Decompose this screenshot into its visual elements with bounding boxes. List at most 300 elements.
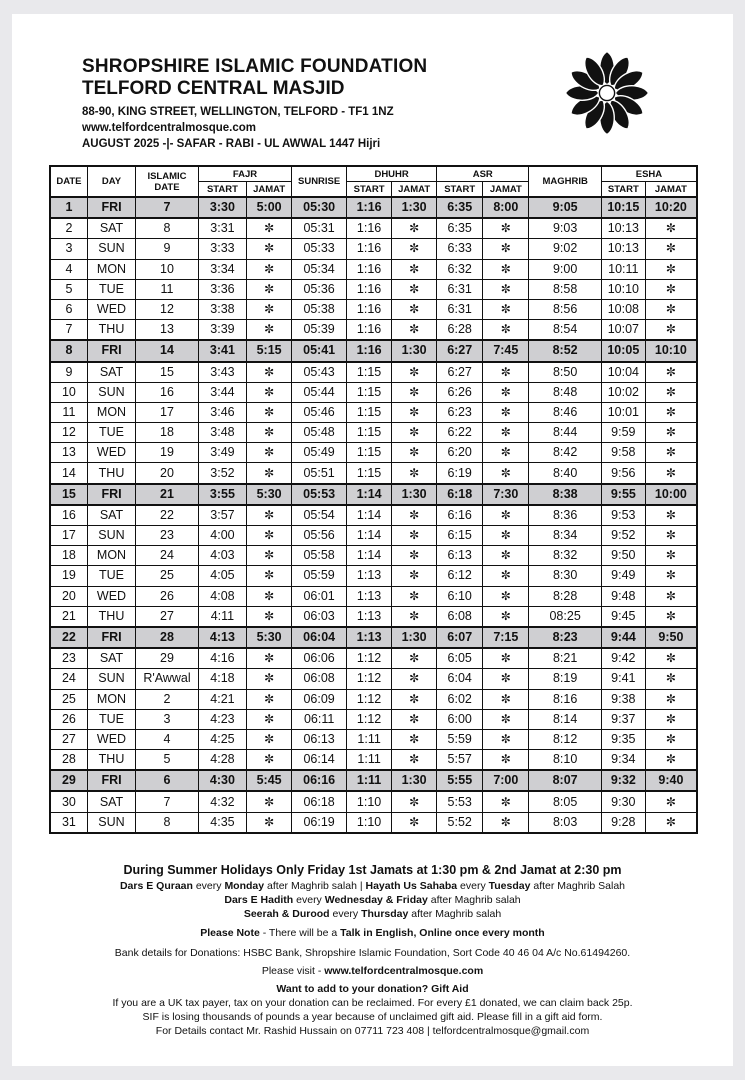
table-cell: 17 [136,402,199,422]
table-cell: 06:04 [292,627,347,648]
table-cell: 9:48 [601,586,645,606]
table-cell: 1:11 [347,750,392,771]
table-cell: 9:32 [601,770,645,791]
jamat-symbol-icon: ✼ [392,218,437,239]
table-cell: 29 [50,770,87,791]
table-cell: 05:51 [292,463,347,484]
table-cell: 05:48 [292,423,347,443]
table-cell: SUN [87,239,135,259]
jamat-symbol-icon: ✼ [247,443,292,463]
table-cell: 8:21 [529,648,601,669]
table-cell: 8:56 [529,299,601,319]
table-cell: 06:09 [292,689,347,709]
table-cell: 06:08 [292,669,347,689]
table-cell: 19 [136,443,199,463]
table-cell: 13 [136,320,199,341]
tuesday: Tuesday [488,880,531,892]
table-cell: 10:13 [601,218,645,239]
jamat-symbol-icon: ✼ [645,648,697,669]
table-cell: 9:59 [601,423,645,443]
table-cell: 18 [50,546,87,566]
prayer-timetable [49,165,698,834]
table-cell: 9:03 [529,218,601,239]
jamat-symbol-icon: ✼ [392,812,437,833]
table-cell: TUE [87,709,135,729]
table-cell: 10:04 [601,362,645,383]
table-cell: 9:42 [601,648,645,669]
table-cell: 1:13 [347,566,392,586]
talk-english: Talk in English, Online once every month [340,927,545,939]
table-cell: 3:48 [198,423,246,443]
table-cell: THU [87,750,135,771]
header [82,56,502,152]
table-cell: MON [87,402,135,422]
jamat-symbol-icon: ✼ [247,259,292,279]
jamat-symbol-icon: ✼ [483,750,529,771]
jamat-symbol-icon: ✼ [483,279,529,299]
table-row [50,566,697,586]
jamat-symbol-icon: ✼ [645,526,697,546]
table-cell: 4 [136,729,199,749]
table-cell: TUE [87,423,135,443]
table-cell: 3 [50,239,87,259]
table-row [50,729,697,749]
jamat-symbol-icon: ✼ [483,218,529,239]
table-cell: 24 [50,669,87,689]
jamat-symbol-icon: ✼ [392,505,437,526]
table-cell: SUN [87,526,135,546]
table-cell: 05:38 [292,299,347,319]
table-cell: 6:05 [437,648,483,669]
table-cell: 5:15 [247,340,292,361]
table-cell: 10 [50,382,87,402]
table-cell: 11 [136,279,199,299]
header-maghrib: MAGHRIB [529,166,601,197]
table-cell: 6:33 [437,239,483,259]
table-cell: 9:49 [601,566,645,586]
table-cell: 1:10 [347,791,392,812]
table-cell: 6:32 [437,259,483,279]
org-name: SHROPSHIRE ISLAMIC FOUNDATION [82,56,428,77]
jamat-symbol-icon: ✼ [483,586,529,606]
table-cell: 9 [50,362,87,383]
table-cell: 3:30 [198,197,246,218]
table-cell: 1:15 [347,423,392,443]
header-day: DAY [87,166,135,197]
table-cell: 5:55 [437,770,483,791]
header-asr-start: START [437,182,483,198]
table-cell: 1:13 [347,586,392,606]
table-cell: 1:14 [347,484,392,505]
table-cell: 1:15 [347,382,392,402]
talk-note [12,926,733,940]
table-cell: 8:12 [529,729,601,749]
table-cell: SUN [87,669,135,689]
jamat-symbol-icon: ✼ [392,259,437,279]
table-cell: 8:48 [529,382,601,402]
text: after Maghrib salah | [264,880,366,892]
jamat-symbol-icon: ✼ [483,729,529,749]
jamat-symbol-icon: ✼ [247,402,292,422]
jamat-symbol-icon: ✼ [483,791,529,812]
table-cell: SAT [87,791,135,812]
table-row [50,505,697,526]
table-cell: 10:10 [645,340,697,361]
table-cell: 4:18 [198,669,246,689]
jamat-symbol-icon: ✼ [483,812,529,833]
table-cell: 4:16 [198,648,246,669]
table-cell: 8:19 [529,669,601,689]
table-cell: 9:37 [601,709,645,729]
table-cell: THU [87,320,135,341]
jamat-symbol-icon: ✼ [247,526,292,546]
table-cell: THU [87,463,135,484]
table-cell: 6:26 [437,382,483,402]
table-cell: 05:53 [292,484,347,505]
jamat-symbol-icon: ✼ [645,750,697,771]
table-cell: 05:54 [292,505,347,526]
table-cell: 4:35 [198,812,246,833]
table-cell: 8:52 [529,340,601,361]
table-cell: 6:35 [437,197,483,218]
jamat-symbol-icon: ✼ [645,546,697,566]
dars-hadith: Dars E Hadith [224,894,294,906]
address: 88-90, KING STREET, WELLINGTON, TELFORD - TF1 1NZ [82,106,394,118]
table-cell: 19 [50,566,87,586]
table-cell: 1:16 [347,239,392,259]
table-cell: 6:12 [437,566,483,586]
table-cell: 22 [136,505,199,526]
table-cell: 4 [50,259,87,279]
table-cell: 6:02 [437,689,483,709]
table-cell: 9:53 [601,505,645,526]
jamat-symbol-icon: ✼ [247,648,292,669]
text: every [293,894,325,906]
table-cell: 2 [50,218,87,239]
table-cell: WED [87,729,135,749]
jamat-symbol-icon: ✼ [483,709,529,729]
table-cell: 05:58 [292,546,347,566]
table-cell: 7:30 [483,484,529,505]
table-cell: WED [87,586,135,606]
table-row [50,402,697,422]
jamat-symbol-icon: ✼ [645,586,697,606]
table-cell: 05:31 [292,218,347,239]
jamat-symbol-icon: ✼ [645,566,697,586]
text: Please visit - [261,965,325,977]
table-cell: 8:36 [529,505,601,526]
table-cell: 1:15 [347,463,392,484]
table-cell: 6:15 [437,526,483,546]
jamat-symbol-icon: ✼ [645,729,697,749]
table-cell: 05:44 [292,382,347,402]
table-row [50,320,697,341]
table-cell: 1:16 [347,218,392,239]
table-cell: 3:38 [198,299,246,319]
table-row [50,382,697,402]
table-cell: 5 [136,750,199,771]
table-cell: 9 [136,239,199,259]
jamat-symbol-icon: ✼ [645,279,697,299]
table-cell: 3:36 [198,279,246,299]
table-cell: 8:32 [529,546,601,566]
table-row [50,750,697,771]
table-cell: 9:52 [601,526,645,546]
text: after Maghrib Salah [530,880,626,892]
jamat-symbol-icon: ✼ [247,423,292,443]
header-fajr: FAJR [198,166,291,182]
jamat-symbol-icon: ✼ [392,648,437,669]
jamat-symbol-icon: ✼ [483,526,529,546]
table-cell: 1:16 [347,320,392,341]
table-cell: 8:07 [529,770,601,791]
jamat-symbol-icon: ✼ [645,689,697,709]
table-cell: 8:16 [529,689,601,709]
jamat-symbol-icon: ✼ [247,689,292,709]
table-cell: 8:50 [529,362,601,383]
table-cell: 6:10 [437,586,483,606]
table-cell: 24 [136,546,199,566]
header-esha-jamat: JAMAT [645,182,697,198]
header-islamic-date: ISLAMIC DATE [136,166,199,197]
jamat-symbol-icon: ✼ [392,299,437,319]
jamat-symbol-icon: ✼ [483,299,529,319]
monday: Monday [224,880,265,892]
table-cell: 10:13 [601,239,645,259]
table-cell: 1:16 [347,197,392,218]
jamat-symbol-icon: ✼ [247,505,292,526]
jamat-symbol-icon: ✼ [247,812,292,833]
table-cell: 11 [50,402,87,422]
table-cell: 10:10 [601,279,645,299]
jamat-symbol-icon: ✼ [392,382,437,402]
table-cell: 05:43 [292,362,347,383]
jamat-symbol-icon: ✼ [392,606,437,627]
hayath-us-sahaba: Hayath Us Sahaba [365,880,458,892]
table-cell: 21 [136,484,199,505]
table-cell: 18 [136,423,199,443]
table-cell: 27 [50,729,87,749]
table-cell: 7:45 [483,340,529,361]
jamat-symbol-icon: ✼ [483,546,529,566]
jamat-symbol-icon: ✼ [392,689,437,709]
jamat-symbol-icon: ✼ [392,566,437,586]
table-cell: 9:28 [601,812,645,833]
table-cell: TUE [87,566,135,586]
table-cell: 08:25 [529,606,601,627]
table-cell: 4:32 [198,791,246,812]
jamat-symbol-icon: ✼ [645,362,697,383]
jamat-symbol-icon: ✼ [645,606,697,627]
thursday: Thursday [361,908,409,920]
table-cell: 7 [50,320,87,341]
jamat-symbol-icon: ✼ [247,463,292,484]
table-cell: R'Awwal [136,669,199,689]
table-cell: 10:07 [601,320,645,341]
table-cell: 06:16 [292,770,347,791]
jamat-symbol-icon: ✼ [483,362,529,383]
table-row [50,669,697,689]
table-cell: 5:59 [437,729,483,749]
text: every [329,908,362,920]
table-cell: 6:35 [437,218,483,239]
gift-aid-title: Want to add to your donation? Gift Aid [276,983,469,995]
jamat-symbol-icon: ✼ [645,382,697,402]
table-cell: 3:49 [198,443,246,463]
header-date: DATE [50,166,87,197]
table-cell: 06:11 [292,709,347,729]
table-cell: SAT [87,362,135,383]
table-row [50,770,697,791]
table-cell: 1:14 [347,505,392,526]
table-row [50,546,697,566]
header-asr: ASR [437,166,529,182]
website-link[interactable]: www.telfordcentralmosque.com [324,965,484,977]
table-cell: MON [87,689,135,709]
table-cell: 6:18 [437,484,483,505]
table-cell: 9:35 [601,729,645,749]
seerah-line [12,907,733,921]
jamat-symbol-icon: ✼ [645,812,697,833]
table-cell: 05:36 [292,279,347,299]
table-cell: 1:16 [347,259,392,279]
table-row [50,791,697,812]
jamat-symbol-icon: ✼ [392,546,437,566]
table-cell: 9:02 [529,239,601,259]
header-esha: ESHA [601,166,697,182]
table-cell: 28 [136,627,199,648]
table-cell: 1:13 [347,606,392,627]
jamat-symbol-icon: ✼ [483,463,529,484]
bank-details: Bank details for Donations: HSBC Bank, Shropshire Islamic Foundation, Sort Code 40 46 04 A/c No.61494260. [114,947,631,959]
table-cell: WED [87,299,135,319]
table-cell: 23 [50,648,87,669]
table-row [50,239,697,259]
text: every [457,880,489,892]
table-cell: 6:19 [437,463,483,484]
jamat-symbol-icon: ✼ [645,259,697,279]
jamat-symbol-icon: ✼ [483,320,529,341]
jamat-symbol-icon: ✼ [247,669,292,689]
table-cell: 6:08 [437,606,483,627]
table-cell: SAT [87,648,135,669]
jamat-symbol-icon: ✼ [247,586,292,606]
table-cell: 5:00 [247,197,292,218]
table-cell: 6:27 [437,362,483,383]
table-cell: 9:50 [645,627,697,648]
table-cell: 05:33 [292,239,347,259]
table-cell: 8:54 [529,320,601,341]
table-cell: 10:08 [601,299,645,319]
table-cell: 8:42 [529,443,601,463]
table-cell: 8:38 [529,484,601,505]
table-cell: FRI [87,197,135,218]
table-row [50,259,697,279]
table-cell: 1:11 [347,729,392,749]
table-cell: 6:31 [437,299,483,319]
table-cell: TUE [87,279,135,299]
table-cell: 1:10 [347,812,392,833]
table-cell: 6:13 [437,546,483,566]
table-cell: 05:46 [292,402,347,422]
table-cell: 3:39 [198,320,246,341]
table-cell: 9:34 [601,750,645,771]
table-cell: SUN [87,382,135,402]
jamat-symbol-icon: ✼ [645,218,697,239]
header-dhuhr: DHUHR [347,166,437,182]
table-cell: SUN [87,812,135,833]
table-cell: 5:53 [437,791,483,812]
table-cell: 8:05 [529,791,601,812]
table-cell: 8:28 [529,586,601,606]
table-row [50,443,697,463]
table-cell: MON [87,259,135,279]
table-cell: 22 [50,627,87,648]
table-cell: 05:59 [292,566,347,586]
table-cell: 29 [136,648,199,669]
table-cell: 1:15 [347,443,392,463]
jamat-symbol-icon: ✼ [483,606,529,627]
summer-note: During Summer Holidays Only Friday 1st Jamats at 1:30 pm & 2nd Jamat at 2:30 pm [123,863,622,877]
table-cell: 2 [136,689,199,709]
table-cell: 5:57 [437,750,483,771]
table-cell: 3:57 [198,505,246,526]
table-cell: 4:03 [198,546,246,566]
table-cell: 8:58 [529,279,601,299]
table-cell: 25 [50,689,87,709]
jamat-symbol-icon: ✼ [645,299,697,319]
table-row [50,606,697,627]
jamat-symbol-icon: ✼ [247,546,292,566]
table-cell: 10:20 [645,197,697,218]
table-cell: 1:30 [392,484,437,505]
text: every [192,880,225,892]
seerah-durood: Seerah & Durood [243,908,330,920]
table-cell: 16 [50,505,87,526]
table-cell: 8:40 [529,463,601,484]
table-cell: 6:07 [437,627,483,648]
contact-line: For Details contact Mr. Rashid Hussain on 07711 723 408 | telfordcentralmosque@gmail.com [155,1025,590,1037]
table-row [50,218,697,239]
visit-line [12,964,733,978]
jamat-symbol-icon: ✼ [392,586,437,606]
jamat-symbol-icon: ✼ [645,239,697,259]
table-cell: 9:41 [601,669,645,689]
flower-logo-icon [542,48,672,138]
header-dhuhr-start: START [347,182,392,198]
jamat-symbol-icon: ✼ [247,279,292,299]
table-cell: 9:30 [601,791,645,812]
table-cell: 13 [50,443,87,463]
header-fajr-jamat: JAMAT [247,182,292,198]
table-cell: 7:00 [483,770,529,791]
table-cell: 05:30 [292,197,347,218]
table-cell: 8 [136,812,199,833]
timetable-body [50,197,697,833]
header-fajr-start: START [198,182,246,198]
table-cell: 4:23 [198,709,246,729]
jamat-symbol-icon: ✼ [392,402,437,422]
table-cell: 06:14 [292,750,347,771]
table-cell: 4:00 [198,526,246,546]
dars-hadith-line [12,893,733,907]
table-cell: 10 [136,259,199,279]
table-cell: 06:19 [292,812,347,833]
table-cell: 10:15 [601,197,645,218]
header-sunrise: SUNRISE [292,166,347,197]
table-cell: 14 [50,463,87,484]
table-cell: 7 [136,197,199,218]
